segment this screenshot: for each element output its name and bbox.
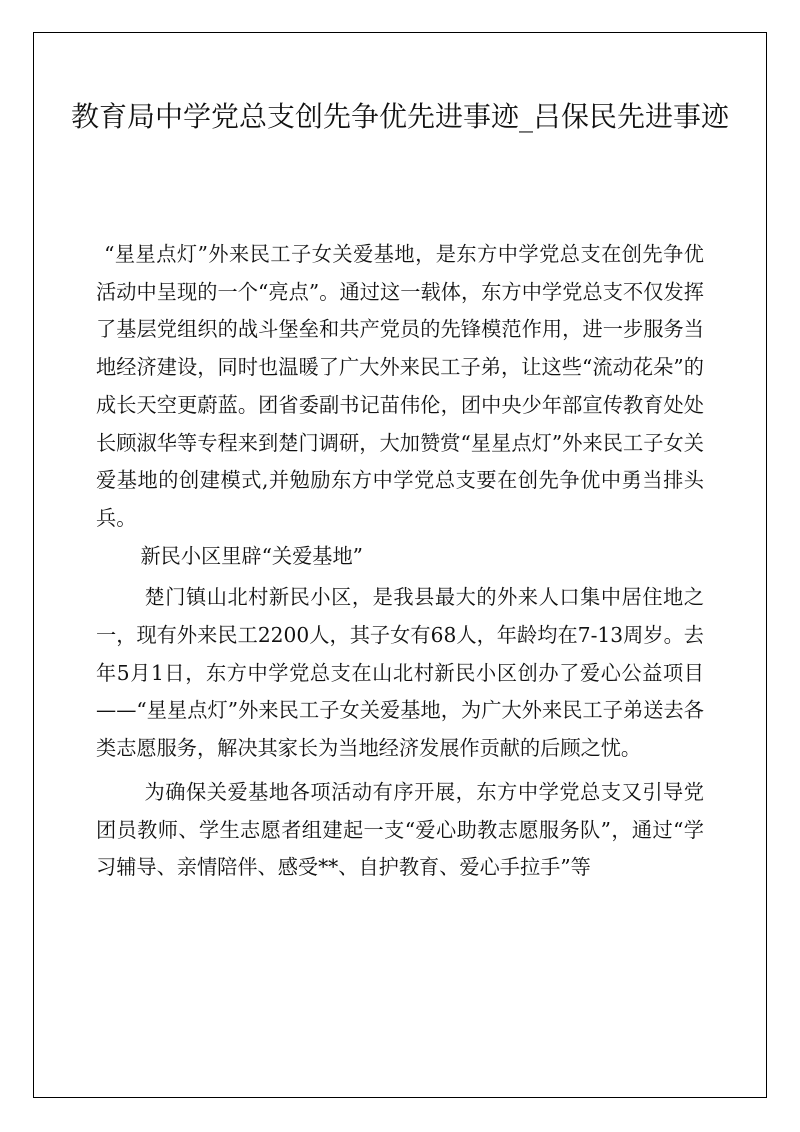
document-title: 教育局中学党总支创先争优先进事迹_吕保民先进事迹 xyxy=(70,100,729,133)
paragraph-community: 楚门镇山北村新民小区，是我县最大的外来人口集中居住地之一，现有外来民工2200人，其子女有68人，年龄均在7-13周岁。去年5月1日，东方中学党总支在山北村新民小区创办了爱心公益项目——“星星点灯”外来民工子女关爱基地，为广大外来民工子弟送去各类志愿服务，解决其家长为当地经济发展作贡献的后顾之忧。 xyxy=(96,585,704,761)
document-body xyxy=(96,236,704,887)
paragraph-intro: “星星点灯”外来民工子女关爱基地，是东方中学党总支在创先争优活动中呈现的一个“亮点”。通过这一载体，东方中学党总支不仅发挥了基层党组织的战斗堡垒和共产党员的先锋模范作用，进一步服务当地经济建设，同时也温暖了广大外来民工子弟，让这些“流动花朵”的成长天空更蔚蓝。团省委副书记苗伟伦，团中央少年部宣传教育处处长顾淑华等专程来到楚门调研，大加赞赏“星星点灯”外来民工子女关爱基地的创建模式,并勉励东方中学党总支要在创先争优中勇当排头兵。 xyxy=(96,242,704,530)
section-subheading: 新民小区里辟“关爱基地” xyxy=(140,543,363,568)
paragraph-volunteers: 为确保关爱基地各项活动有序开展，东方中学党总支又引导党团员教师、学生志愿者组建起一支“爱心助教志愿服务队”，通过“学习辅导、亲情陪伴、感受**、自护教育、爱心手拉手”等 xyxy=(96,779,704,880)
